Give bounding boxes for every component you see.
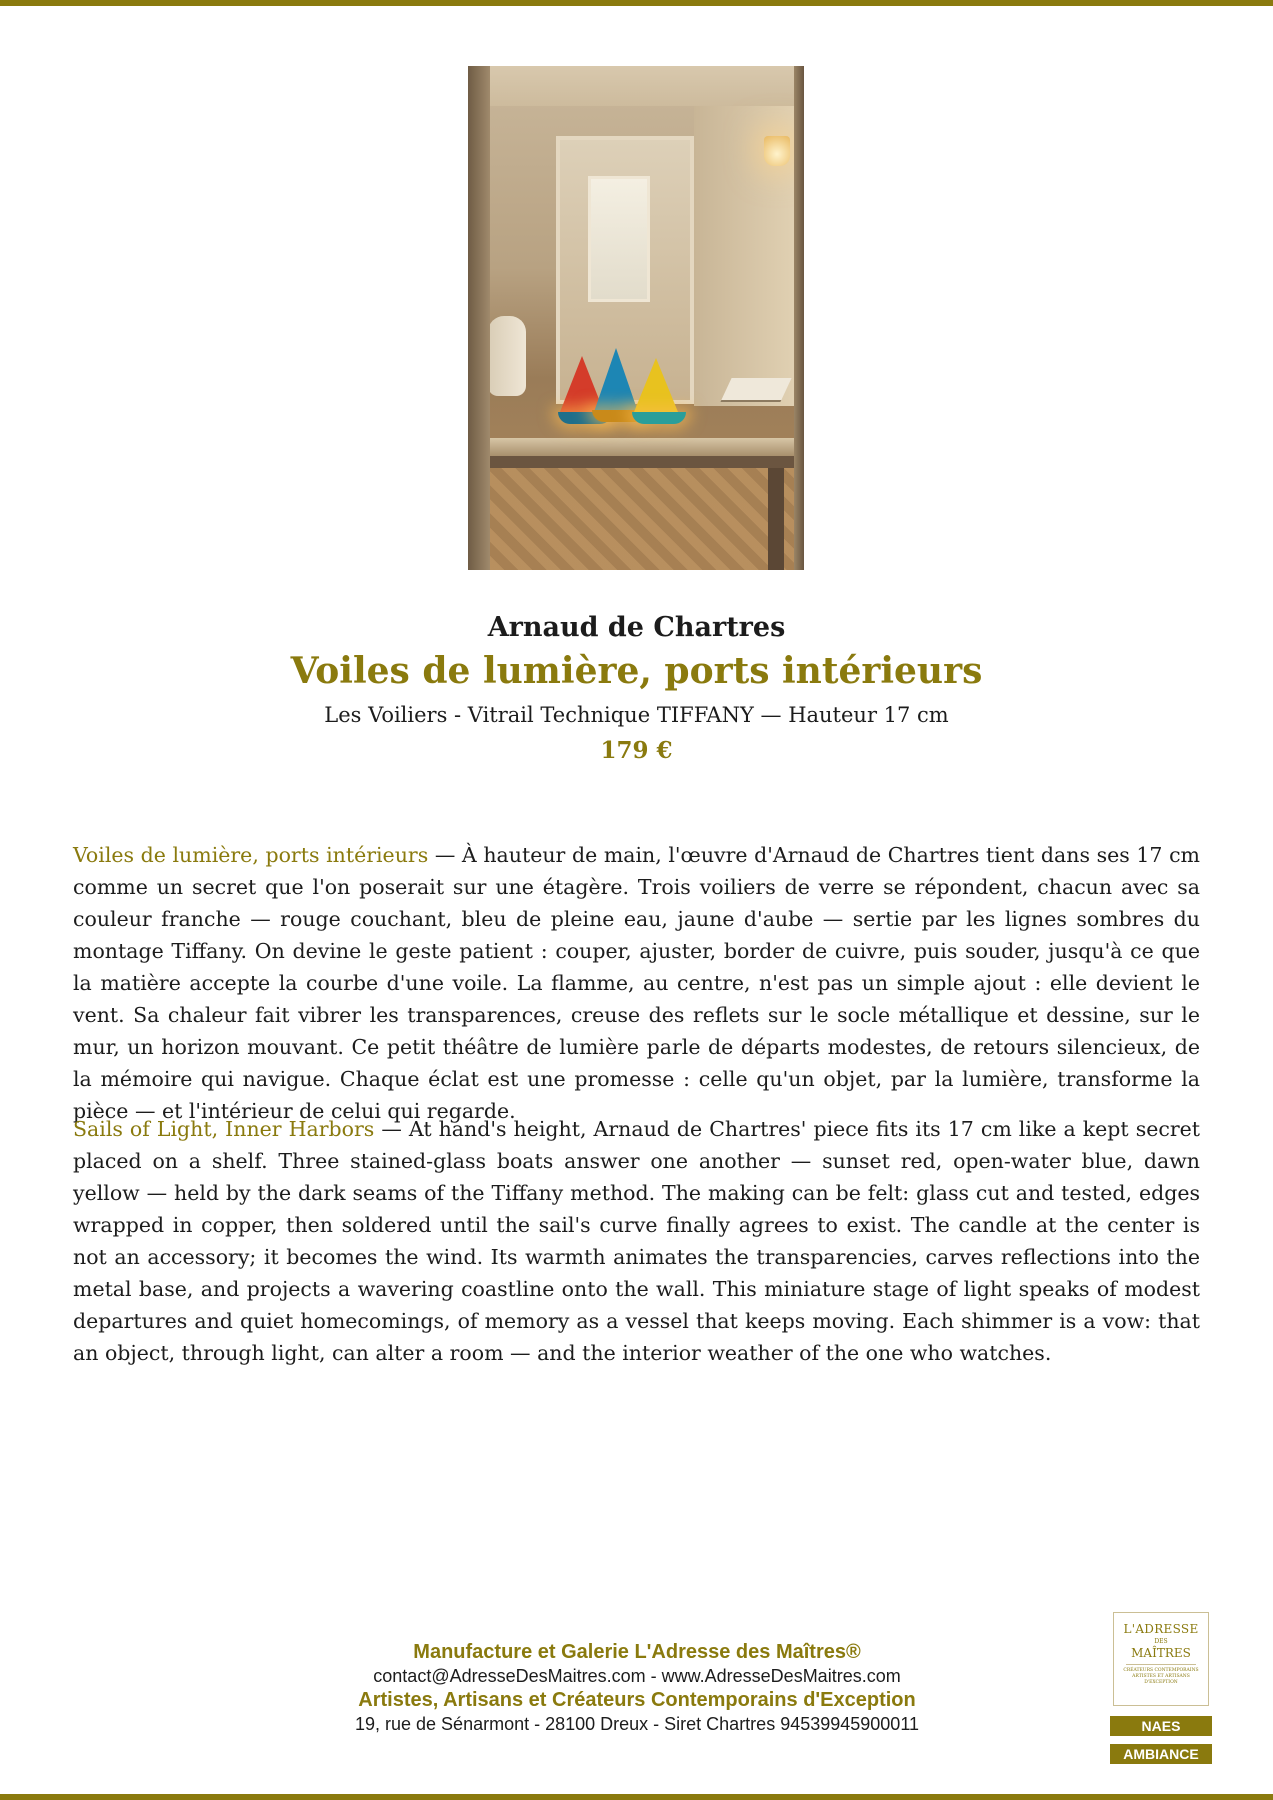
artist-name: Arnaud de Chartres [487,612,786,643]
photo-book [720,378,791,402]
photo-door-frame-right [794,66,804,570]
top-gold-rule [0,0,1273,6]
logo-divider [1126,1664,1196,1665]
description-english [73,1113,1200,1369]
photo-table-edge [488,456,794,468]
product-photo [468,66,804,570]
footer [237,1640,1037,1736]
photo-wall-sconce [764,136,790,166]
logo-line-1: L'ADRESSE [1123,1622,1199,1636]
footer-tagline: Artistes, Artisans et Créateurs Contemporains d'Exception [358,1689,916,1711]
photo-window [588,176,650,302]
photo-ceiling [490,66,794,106]
logo-line-4: CRÉATEURS CONTEMPORAINS ARTISTES ET ARTISANS D'EXCEPTION [1123,1668,1199,1685]
photo-vase [488,316,526,396]
badge-ambiance: AMBIANCE [1110,1744,1212,1764]
photo-floor [490,468,794,570]
photo-door-frame-left [468,66,490,570]
product-price: 179 € [600,737,673,764]
footer-company: Manufacture et Galerie L'Adresse des Maîtres® [413,1641,861,1663]
footer-contact: contact@AdresseDesMaitres.com - www.AdresseDesMaitres.com [373,1666,901,1686]
description-french [73,839,1200,1127]
bottom-gold-rule [0,1794,1273,1800]
logo-line-2: DES [1154,1638,1168,1645]
gallery-logo [1113,1612,1209,1706]
photo-table-leg [768,468,784,570]
product-title: Voiles de lumière, ports intérieurs [290,650,983,692]
description-english-text: — At hand's height, Arnaud de Chartres' piece fits its 17 cm like a kept secret placed on a shelf. Three stained-glass boats answer one another — sunset red, open-water blue, dawn yellow — held by the dark seams of the Tiffany method. The making can be felt: glass cut and tested, edges wrapped in copper, then soldered until the sail's curve finally agrees to exist. The candle at the center is not an accessory; it becomes the wind. Its warmth animates the transparencies, carves reflections into the metal base, and projects a wavering coastline onto the wall. This miniature stage of light speaks of modest departures and quiet homecomings, of memory as a vessel that keeps moving. Each shimmer is a vow: that an object, through light, can alter a room — and the interior weather of the one who watches. [73,1117,1201,1365]
badge-naes: NAES [1110,1716,1212,1736]
description-english-lead: Sails of Light, Inner Harbors [73,1117,375,1141]
photo-table-top [488,438,794,456]
logo-line-3: MAÎTRES [1131,1646,1191,1660]
footer-address: 19, rue de Sénarmont - 28100 Dreux - Siret Chartres 94539945900011 [354,1714,920,1734]
description-french-text: — À hauteur de main, l'œuvre d'Arnaud de Chartres tient dans ses 17 cm comme un secret que l'on poserait sur une étagère. Trois voiliers de verre se répondent, chacun avec sa couleur franche — rouge couchant, bleu de pleine eau, jaune d'aube — sertie par les lignes sombres du montage Tiffany. On devine le geste patient : couper, ajuster, border de cuivre, puis souder, jusqu'à ce que la matière accepte la courbe d'une voile. La flamme, au centre, n'est pas un simple ajout : elle devient le vent. Sa chaleur fait vibrer les transparences, creuse des reflets sur le socle métallique et dessine, sur le mur, un horizon mouvant. Ce petit théâtre de lumière parle de départs modestes, de retours silencieux, de la mémoire qui navigue. Chaque éclat est une promesse : celle qu'un objet, par la lumière, transforme la pièce — et l'intérieur de celui qui regarde. [73,843,1200,1123]
description-french-lead: Voiles de lumière, ports intérieurs [73,843,429,867]
product-subtitle: Les Voiliers - Vitrail Technique TIFFANY — Hauteur 17 cm [324,703,949,727]
